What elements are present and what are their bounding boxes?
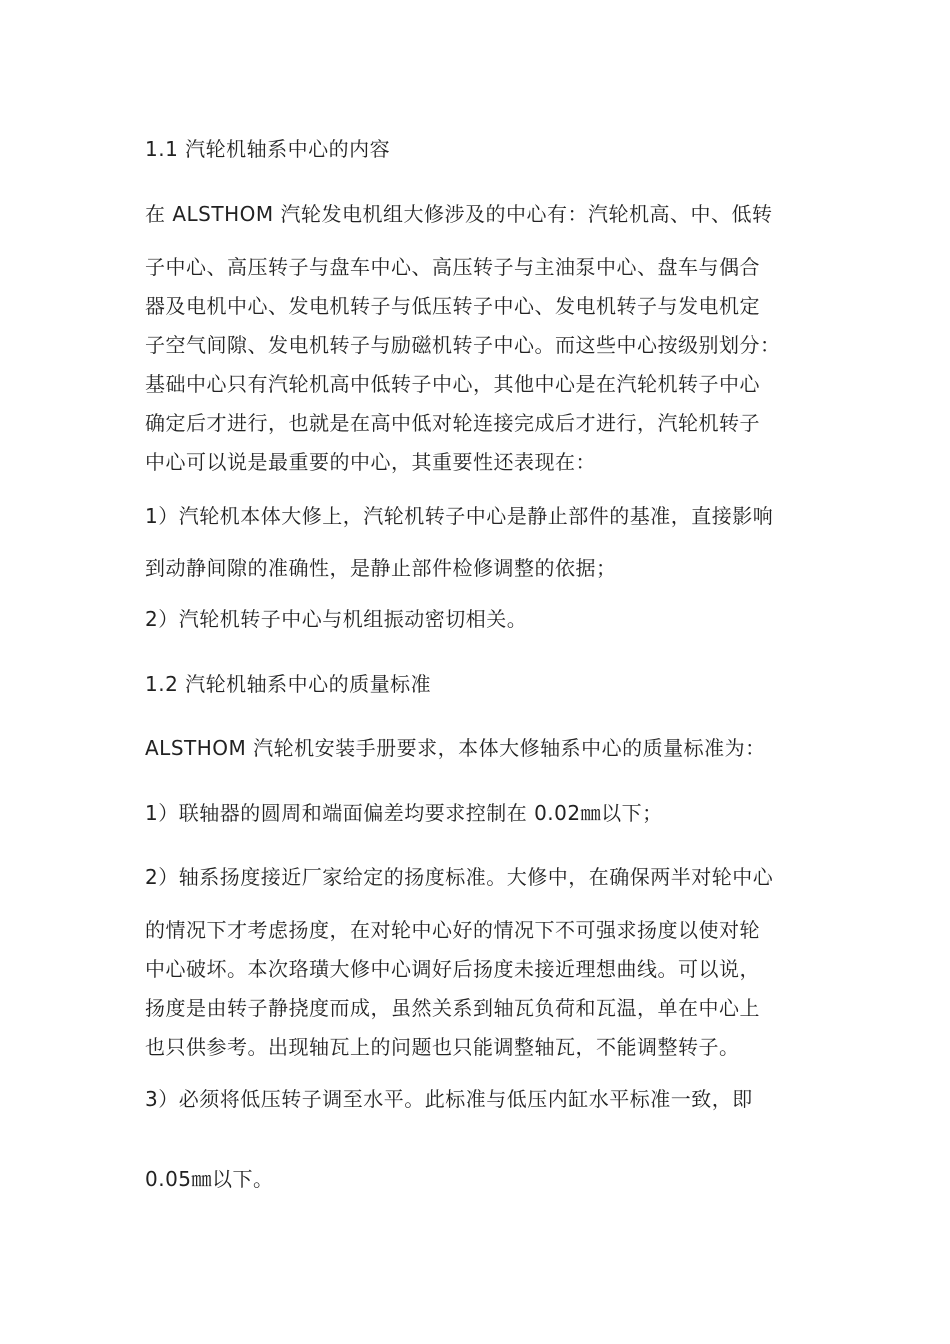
section-2-item-1: 1）联轴器的圆周和端面偏差均要求控制在 0.02㎜以下； (145, 801, 663, 825)
paragraph-1-line-7: 中心可以说是最重要的中心，其重要性还表现在： (145, 450, 596, 474)
paragraph-1-line-2: 子中心、高压转子与盘车中心、高压转子与主油泵中心、盘车与偶合 (145, 255, 760, 279)
section-1-item-2: 2）汽轮机转子中心与机组振动密切相关。 (145, 607, 528, 631)
paragraph-1-line-3: 器及电机中心、发电机转子与低压转子中心、发电机转子与发电机定 (145, 294, 760, 318)
section-1-item-1-line-2: 到动静间隙的准确性，是静止部件检修调整的依据； (145, 556, 617, 580)
section-2-item-2-line-5: 也只供参考。出现轴瓦上的问题也只能调整轴瓦，不能调整转子。 (145, 1035, 740, 1059)
paragraph-1-line-5: 基础中心只有汽轮机高中低转子中心，其他中心是在汽轮机转子中心 (145, 372, 760, 396)
paragraph-1-line-1: 在 ALSTHOM 汽轮发电机组大修涉及的中心有：汽轮机高、中、低转 (145, 202, 773, 226)
section-2-heading: 1.2 汽轮机轴系中心的质量标准 (145, 672, 432, 696)
section-2-item-3-line-2: 0.05㎜以下。 (145, 1167, 274, 1191)
section-2-intro: ALSTHOM 汽轮机安装手册要求，本体大修轴系中心的质量标准为： (145, 736, 766, 760)
paragraph-1-line-4: 子空气间隙、发电机转子与励磁机转子中心。而这些中心按级别划分： (145, 333, 781, 357)
section-2-item-2-line-4: 扬度是由转子静挠度而成，虽然关系到轴瓦负荷和瓦温，单在中心上 (145, 996, 760, 1020)
paragraph-1-line-6: 确定后才进行，也就是在高中低对轮连接完成后才进行，汽轮机转子 (145, 411, 760, 435)
section-1-item-1-line-1: 1）汽轮机本体大修上，汽轮机转子中心是静止部件的基准，直接影响 (145, 504, 774, 528)
section-1-heading: 1.1 汽轮机轴系中心的内容 (145, 137, 391, 161)
section-2-item-2-line-2: 的情况下才考虑扬度，在对轮中心好的情况下不可强求扬度以使对轮 (145, 918, 760, 942)
section-2-item-2-line-3: 中心破坏。本次珞璜大修中心调好后扬度未接近理想曲线。可以说， (145, 957, 760, 981)
section-2-item-3-line-1: 3）必须将低压转子调至水平。此标准与低压内缸水平标准一致，即 (145, 1087, 753, 1111)
section-2-item-2-line-1: 2）轴系扬度接近厂家给定的扬度标准。大修中，在确保两半对轮中心 (145, 865, 774, 889)
